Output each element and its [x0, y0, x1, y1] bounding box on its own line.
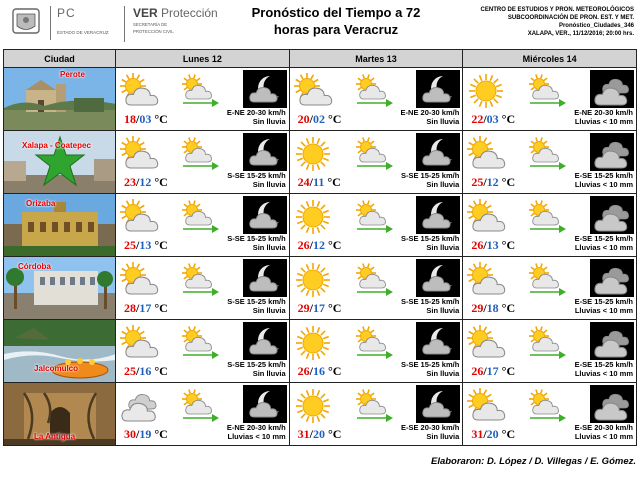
column-header-day1: Lunes 12 — [116, 50, 290, 68]
night-cloudy-icon — [590, 322, 634, 360]
forecast-cell — [289, 383, 463, 446]
partly-cloudy-icon — [118, 324, 160, 362]
temperature: 26/17 °C — [471, 364, 516, 378]
forecast-cell — [463, 194, 637, 257]
wind-speed: E-SE 15-25 km/h — [574, 234, 633, 243]
rain-forecast: Lluvias < 10 mm — [574, 306, 633, 315]
night-moon-cloud-icon — [416, 70, 460, 108]
wind-arrow-icon — [182, 351, 220, 359]
forecast-cell — [463, 68, 637, 131]
rain-forecast: Sin lluvia — [426, 432, 460, 441]
temp-unit: °C — [328, 427, 342, 441]
wind-speed: S-SE 15-25 km/h — [227, 234, 286, 243]
pc-subtitle: ESTADO DE VERACRUZ — [57, 30, 109, 35]
wind-info — [227, 297, 285, 315]
wind-info — [401, 360, 459, 378]
night-moon-cloud-icon — [243, 259, 287, 297]
city-cell — [4, 131, 116, 194]
partly-cloudy-icon — [465, 324, 507, 362]
temperature: 26/13 °C — [471, 238, 516, 252]
temperature: 23/12 °C — [124, 175, 168, 189]
ver-logo-light: Protección — [161, 6, 218, 20]
table-row — [4, 68, 637, 131]
forecast-cell — [463, 257, 637, 320]
temp-min: 12 — [486, 175, 499, 189]
temp-unit: °C — [327, 175, 341, 189]
temperature: 26/12 °C — [297, 238, 342, 252]
issuer-info — [424, 6, 634, 38]
sun-icon — [292, 198, 334, 236]
wind-arrow-icon — [182, 414, 220, 422]
wind-info — [227, 108, 286, 126]
wind-speed: E-SE 15-25 km/h — [574, 360, 633, 369]
temp-max: 26 — [471, 364, 484, 378]
temp-max: 28 — [124, 301, 136, 315]
temp-unit: °C — [501, 301, 516, 315]
sun-icon — [292, 324, 334, 362]
wind-info — [401, 297, 459, 315]
temp-unit: °C — [501, 112, 516, 126]
night-moon-cloud-icon — [243, 133, 287, 171]
sun-icon — [292, 261, 334, 299]
wind-info — [227, 423, 286, 441]
rain-forecast: Sin lluvia — [252, 180, 286, 189]
wind-speed: E-SE 20-30 km/h — [574, 423, 633, 432]
forecast-cell — [289, 68, 463, 131]
city-cell — [4, 194, 116, 257]
wind-speed: S-SE 15-25 km/h — [400, 297, 460, 306]
city-photo — [4, 194, 115, 256]
forecast-cell — [116, 383, 290, 446]
temperature: 29/18 °C — [471, 301, 516, 315]
temp-max: 18 — [124, 112, 136, 126]
wind-speed: S-SE 15-25 km/h — [400, 234, 460, 243]
temp-unit: °C — [501, 238, 516, 252]
partly-cloudy-icon — [118, 261, 160, 299]
temp-max: 20 — [297, 112, 310, 126]
temperature: 25/16 °C — [124, 364, 168, 378]
temp-min: 11 — [313, 175, 325, 189]
temperature: 28/17 °C — [124, 301, 168, 315]
partly-cloudy-icon — [292, 72, 334, 110]
temp-min: 17 — [486, 364, 499, 378]
title-line-2: horas para Veracruz — [273, 22, 399, 37]
city-name: Córdoba — [18, 262, 51, 271]
night-moon-cloud-icon — [416, 322, 460, 360]
wind-info — [401, 423, 459, 441]
wind-arrow-icon — [182, 99, 220, 107]
info-line-3: Pronóstico_Ciudades_346 — [558, 23, 634, 29]
wind-info — [574, 108, 633, 126]
rain-forecast: Lluvias < 10 mm — [574, 432, 633, 441]
forecast-cell — [116, 68, 290, 131]
temp-unit: °C — [154, 427, 168, 441]
temperature: 18/03 °C — [124, 112, 168, 126]
temp-max: 31 — [297, 427, 310, 441]
rain-forecast: Sin lluvia — [252, 306, 286, 315]
column-header-day3: Miércoles 14 — [463, 50, 637, 68]
temp-min: 20 — [486, 427, 499, 441]
temp-max: 25 — [124, 238, 136, 252]
wind-arrow-icon — [356, 99, 394, 107]
partly-cloudy-icon — [118, 72, 160, 110]
night-moon-cloud-icon — [416, 259, 460, 297]
forecast-cell — [463, 131, 637, 194]
wind-info — [575, 360, 633, 378]
column-header-city: Ciudad — [4, 50, 116, 68]
temp-max: 25 — [124, 364, 136, 378]
partly-cloudy-icon — [118, 198, 160, 236]
ver-sub-1: SECRETARÍA DE — [133, 22, 168, 27]
wind-arrow-icon — [529, 162, 567, 170]
temp-max: 25 — [471, 175, 484, 189]
sun-icon — [465, 72, 507, 110]
rain-forecast: Sin lluvia — [426, 306, 460, 315]
temp-min: 02 — [313, 112, 325, 126]
temperature: 20/02 °C — [297, 112, 342, 126]
wind-speed: S-SE 15-25 km/h — [227, 171, 286, 180]
forecast-cell — [116, 257, 290, 320]
city-name: Perote — [60, 70, 85, 79]
temp-max: 26 — [471, 238, 484, 252]
rain-forecast: Sin lluvia — [252, 369, 286, 378]
ver-sub-2: PROTECCIÓN CIVIL — [133, 29, 174, 34]
night-cloudy-icon — [590, 196, 634, 234]
night-cloudy-icon — [590, 133, 634, 171]
wind-speed: E-SE 20-30 km/h — [400, 423, 460, 432]
wind-speed: S-SE 15-25 km/h — [400, 171, 460, 180]
table-row — [4, 383, 637, 446]
forecast-cell — [116, 320, 290, 383]
temperature: 24/11 °C — [297, 175, 341, 189]
temp-unit: °C — [501, 364, 516, 378]
night-moon-cloud-icon — [243, 196, 287, 234]
temp-unit: °C — [328, 112, 342, 126]
table-header-row — [4, 50, 637, 68]
city-cell — [4, 320, 116, 383]
rain-forecast: Sin lluvia — [426, 180, 460, 189]
info-line-4: XALAPA, VER., 11/12/2016; 20:00 hrs. — [527, 31, 634, 37]
temperature: 31/20 °C — [297, 427, 342, 441]
forecast-cell — [463, 320, 637, 383]
partly-cloudy-icon — [465, 198, 507, 236]
night-cloudy-icon — [590, 259, 634, 297]
rain-forecast: Sin lluvia — [426, 369, 460, 378]
night-moon-cloud-icon — [243, 385, 287, 423]
temp-min: 16 — [139, 364, 152, 378]
forecast-cell — [289, 257, 463, 320]
rain-forecast: Lluvias < 10 mm — [574, 180, 633, 189]
wind-speed: S-SE 15-25 km/h — [227, 297, 286, 306]
wind-speed: S-SE 15-25 km/h — [227, 360, 286, 369]
night-moon-cloud-icon — [416, 196, 460, 234]
rain-forecast: Lluvias < 10 mm — [574, 243, 633, 252]
city-name: Jalcomulco — [34, 364, 79, 373]
city-cell — [4, 257, 116, 320]
temp-unit: °C — [501, 427, 516, 441]
partly-cloudy-icon — [465, 387, 507, 425]
temp-max: 29 — [297, 301, 310, 315]
forecast-cell — [289, 194, 463, 257]
temp-unit: °C — [154, 112, 168, 126]
credits: Elaboraron: D. López / D. Villegas / E. Gómez. — [431, 456, 636, 467]
forecast-cell — [116, 194, 290, 257]
temp-max: 23 — [124, 175, 136, 189]
wind-speed: E-SE 15-25 km/h — [574, 297, 633, 306]
city-name: Xalapa - Coatepec — [22, 141, 91, 150]
temp-min: 03 — [139, 112, 152, 126]
rain-forecast: Lluvias < 10 mm — [574, 369, 633, 378]
temperature: 30/19 °C — [124, 427, 168, 441]
forecast-cell — [289, 320, 463, 383]
temp-max: 26 — [297, 364, 310, 378]
ver-logo-strong: VER — [133, 6, 158, 20]
temp-unit: °C — [154, 238, 168, 252]
wind-info — [575, 297, 633, 315]
wind-speed: E-SE 15-25 km/h — [574, 171, 633, 180]
temp-min: 16 — [313, 364, 325, 378]
wind-info — [575, 171, 633, 189]
info-line-1: CENTRO DE ESTUDIOS Y PRON. METEOROLÓGICOS — [480, 7, 634, 13]
temp-unit: °C — [328, 364, 342, 378]
wind-speed: S-SE 15-25 km/h — [400, 360, 460, 369]
forecast-cell — [289, 131, 463, 194]
temp-min: 18 — [486, 301, 499, 315]
wind-info — [575, 423, 633, 441]
temp-max: 30 — [124, 427, 136, 441]
temp-unit: °C — [328, 301, 342, 315]
partly-cloudy-icon — [118, 135, 160, 173]
rain-forecast: Lluvias < 10 mm — [227, 432, 286, 441]
wind-speed: E-NE 20-30 km/h — [574, 108, 633, 117]
city-cell — [4, 68, 116, 131]
ver-logo — [124, 6, 234, 42]
temp-min: 12 — [313, 238, 325, 252]
sun-icon — [292, 135, 334, 173]
wind-info — [227, 360, 285, 378]
temperature: 25/13 °C — [124, 238, 168, 252]
temp-unit: °C — [154, 175, 168, 189]
cloudy-icon — [118, 387, 160, 425]
wind-arrow-icon — [356, 162, 394, 170]
temperature: 31/20 °C — [471, 427, 516, 441]
temp-max: 24 — [297, 175, 310, 189]
wind-arrow-icon — [529, 99, 567, 107]
temp-unit: °C — [328, 238, 342, 252]
forecast-table — [3, 49, 637, 446]
wind-info — [227, 234, 285, 252]
column-header-day2: Martes 13 — [289, 50, 463, 68]
night-moon-cloud-icon — [416, 133, 460, 171]
temp-max: 31 — [471, 427, 484, 441]
forecast-cell — [463, 383, 637, 446]
wind-arrow-icon — [529, 351, 567, 359]
pc-logo — [50, 6, 114, 40]
night-moon-cloud-icon — [243, 322, 287, 360]
header — [0, 0, 640, 48]
wind-speed: E-NE 20-30 km/h — [226, 108, 286, 117]
temperature: 25/12 °C — [471, 175, 516, 189]
wind-speed: E-NE 20-30 km/h — [400, 108, 460, 117]
partly-cloudy-icon — [465, 135, 507, 173]
wind-arrow-icon — [182, 288, 220, 296]
rain-forecast: Sin lluvia — [252, 243, 286, 252]
rain-forecast: Sin lluvia — [252, 117, 286, 126]
temp-max: 22 — [471, 112, 484, 126]
wind-arrow-icon — [182, 225, 220, 233]
temp-unit: °C — [154, 364, 168, 378]
forecast-cell — [116, 131, 290, 194]
wind-arrow-icon — [182, 162, 220, 170]
table-row — [4, 194, 637, 257]
temp-max: 29 — [471, 301, 484, 315]
temp-min: 13 — [139, 238, 152, 252]
wind-arrow-icon — [356, 288, 394, 296]
wind-info — [401, 171, 459, 189]
temp-min: 17 — [139, 301, 152, 315]
wind-info — [575, 234, 633, 252]
info-line-2: SUBCOORDINACIÓN DE PRON. EST. Y MET. — [507, 15, 634, 21]
wind-arrow-icon — [529, 225, 567, 233]
temp-max: 26 — [297, 238, 310, 252]
table-row — [4, 257, 637, 320]
rain-forecast: Sin lluvia — [426, 243, 460, 252]
wind-info — [401, 108, 460, 126]
temp-min: 12 — [139, 175, 152, 189]
temp-min: 03 — [486, 112, 499, 126]
wind-speed: E-NE 20-30 km/h — [226, 423, 286, 432]
page-title — [246, 4, 426, 38]
temp-min: 20 — [313, 427, 325, 441]
rain-forecast: Sin lluvia — [426, 117, 460, 126]
temperature: 26/16 °C — [297, 364, 342, 378]
night-moon-cloud-icon — [243, 70, 287, 108]
night-cloudy-icon — [590, 70, 634, 108]
state-crest-icon — [9, 6, 43, 36]
city-name: La Antigua — [34, 432, 76, 441]
temp-min: 13 — [486, 238, 499, 252]
wind-arrow-icon — [529, 414, 567, 422]
temp-min: 17 — [313, 301, 325, 315]
table-row — [4, 131, 637, 194]
temp-unit: °C — [501, 175, 516, 189]
table-row — [4, 320, 637, 383]
rain-forecast: Lluvias < 10 mm — [574, 117, 633, 126]
temp-min: 19 — [139, 427, 152, 441]
wind-arrow-icon — [356, 351, 394, 359]
partly-cloudy-icon — [465, 261, 507, 299]
sun-icon — [292, 387, 334, 425]
wind-arrow-icon — [356, 414, 394, 422]
wind-info — [401, 234, 459, 252]
night-moon-cloud-icon — [416, 385, 460, 423]
night-cloudy-icon — [590, 385, 634, 423]
temp-unit: °C — [154, 301, 168, 315]
temperature: 29/17 °C — [297, 301, 342, 315]
temperature: 22/03 °C — [471, 112, 516, 126]
city-cell — [4, 383, 116, 446]
pc-title: PC — [57, 6, 76, 20]
wind-arrow-icon — [529, 288, 567, 296]
wind-arrow-icon — [356, 225, 394, 233]
city-name: Orizaba — [26, 199, 56, 208]
title-line-1: Pronóstico del Tiempo a 72 — [251, 5, 421, 20]
wind-info — [227, 171, 285, 189]
